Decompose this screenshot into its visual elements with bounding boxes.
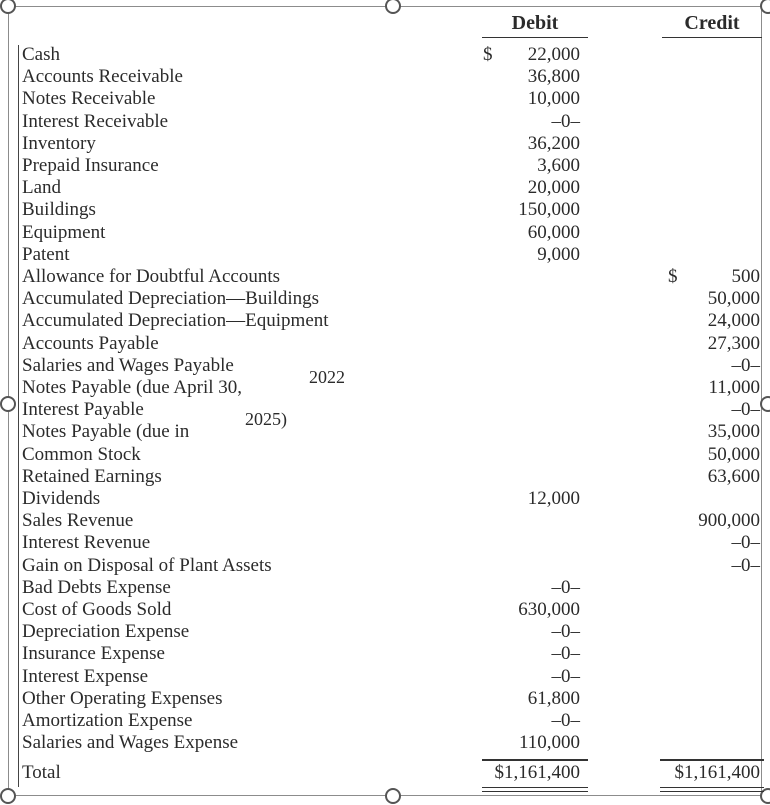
debit-amount: 60,000: [527, 221, 580, 243]
account-name: Dividends: [22, 488, 101, 509]
account-name: Accounts Payable: [22, 332, 159, 354]
ledger-row: [22, 44, 762, 66]
debit-amount: 630,000: [518, 599, 580, 620]
ledger-row: [22, 577, 762, 599]
ledger-row: [22, 199, 762, 221]
account-name: Cost of Goods Sold: [22, 599, 172, 620]
ledger-row: [22, 111, 762, 133]
account-name: Salaries and Wages Payable: [22, 354, 234, 376]
credit-amount: 11,000: [708, 377, 760, 398]
account-name: Interest Expense: [22, 665, 149, 687]
debit-amount: 110,000: [518, 732, 580, 754]
ledger-row: [22, 244, 762, 266]
total-row: [22, 762, 762, 784]
credit-dollar-sign: $: [668, 266, 678, 287]
account-name: Insurance Expense: [22, 643, 165, 665]
credit-amount: 500: [731, 266, 760, 287]
account-name: Interest Receivable: [22, 110, 169, 132]
resize-handle-bottom-left[interactable]: [0, 788, 16, 804]
ledger-row: [22, 177, 762, 199]
ledger-row: [22, 599, 762, 621]
account-name: Depreciation Expense: [22, 621, 190, 643]
ledger-row: [22, 555, 762, 577]
total-credit: $1,161,400: [674, 762, 760, 783]
debit-amount: 9,000: [537, 243, 580, 265]
ledger-row: [22, 377, 762, 399]
credit-amount: 35,000: [707, 421, 760, 443]
ledger-row: [22, 310, 762, 332]
account-name: Inventory: [22, 132, 96, 154]
account-name: Sales Revenue: [22, 510, 134, 532]
account-name: Cash: [22, 44, 60, 65]
debit-amount: 3,600: [537, 155, 580, 176]
ledger-row: [22, 710, 762, 732]
debit-dollar-sign: $: [483, 44, 493, 65]
ledger-row: [22, 688, 762, 710]
account-name: Interest Payable: [22, 399, 144, 421]
ledger-row: [22, 333, 762, 355]
credit-amount: 50,000: [707, 288, 760, 310]
year-2025-overlay: 2025): [245, 409, 287, 429]
resize-handle-middle-left[interactable]: [0, 396, 16, 412]
ledger-row: [22, 488, 762, 510]
credit-amount: 63,600: [707, 465, 760, 487]
debit-amount: 36,800: [527, 66, 580, 88]
credit-amount: 27,300: [707, 332, 760, 354]
account-name: Notes Receivable: [22, 88, 156, 110]
debit-amount: 36,200: [527, 132, 580, 154]
credit-amount: –0–: [731, 554, 760, 576]
debit-amount: –0–: [551, 665, 580, 687]
credit-amount: –0–: [731, 532, 760, 554]
year-2022-overlay: 2022: [309, 367, 345, 387]
account-name: Amortization Expense: [22, 710, 193, 731]
debit-amount: –0–: [551, 110, 580, 132]
account-name: Other Operating Expenses: [22, 687, 223, 709]
account-name: Buildings: [22, 199, 96, 221]
debit-amount: 61,800: [527, 687, 580, 709]
account-name: Gain on Disposal of Plant Assets: [22, 554, 272, 576]
account-name: Common Stock: [22, 443, 141, 465]
ledger-row: [22, 621, 762, 643]
account-name: Accounts Receivable: [22, 66, 183, 88]
ledger-row: [22, 421, 762, 443]
credit-amount: 24,000: [707, 310, 760, 332]
account-name: Allowance for Doubtful Accounts: [22, 266, 281, 287]
account-name: Notes Payable (due April 30,: [22, 377, 243, 398]
account-name: Patent: [22, 243, 70, 265]
debit-amount: 150,000: [518, 199, 580, 221]
debit-total-rule: [482, 759, 588, 761]
total-debit: $1,161,400: [494, 762, 580, 783]
left-rule: [18, 45, 19, 787]
resize-handle-bottom-center[interactable]: [385, 788, 401, 804]
debit-amount: –0–: [551, 710, 580, 731]
account-name: Accumulated Depreciation—Equipment: [22, 310, 329, 332]
debit-amount: 12,000: [527, 488, 580, 509]
debit-amount: –0–: [551, 576, 580, 598]
ledger-row: [22, 66, 762, 88]
account-name: Prepaid Insurance: [22, 155, 159, 176]
ledger-row: [22, 532, 762, 554]
ledger-row: [22, 355, 762, 377]
debit-amount: –0–: [551, 621, 580, 643]
account-name: Accumulated Depreciation—Buildings: [22, 288, 320, 310]
credit-amount: –0–: [731, 399, 760, 421]
debit-double-rule: [482, 787, 588, 792]
credit-amount: 900,000: [698, 510, 760, 532]
account-name: Retained Earnings: [22, 465, 162, 487]
ledger-row: [22, 510, 762, 532]
ledger-row: [22, 466, 762, 488]
ledger-row: [22, 88, 762, 110]
total-label: Total: [22, 762, 61, 783]
account-name: Bad Debts Expense: [22, 576, 171, 598]
credit-header: Credit: [662, 12, 762, 38]
debit-amount: –0–: [551, 643, 580, 665]
account-name: Equipment: [22, 221, 106, 243]
credit-amount: –0–: [731, 354, 760, 376]
debit-amount: 10,000: [527, 88, 580, 110]
account-name: Interest Revenue: [22, 532, 151, 554]
account-name: Land: [22, 177, 62, 199]
ledger-row: [22, 732, 762, 754]
ledger-row: [22, 643, 762, 665]
credit-double-rule: [660, 787, 764, 792]
credit-total-rule: [660, 759, 764, 761]
debit-header: Debit: [482, 12, 588, 38]
ledger-row: [22, 266, 762, 288]
credit-amount: 50,000: [707, 443, 760, 465]
account-name: Notes Payable (due in: [22, 421, 190, 443]
debit-amount: 20,000: [527, 177, 580, 199]
ledger-row: [22, 666, 762, 688]
ledger-row: [22, 288, 762, 310]
ledger-row: [22, 133, 762, 155]
ledger-row: [22, 155, 762, 177]
debit-amount: 22,000: [527, 44, 580, 65]
ledger-row: [22, 444, 762, 466]
ledger-row: [22, 222, 762, 244]
account-name: Salaries and Wages Expense: [22, 732, 239, 754]
ledger-row: [22, 399, 762, 421]
